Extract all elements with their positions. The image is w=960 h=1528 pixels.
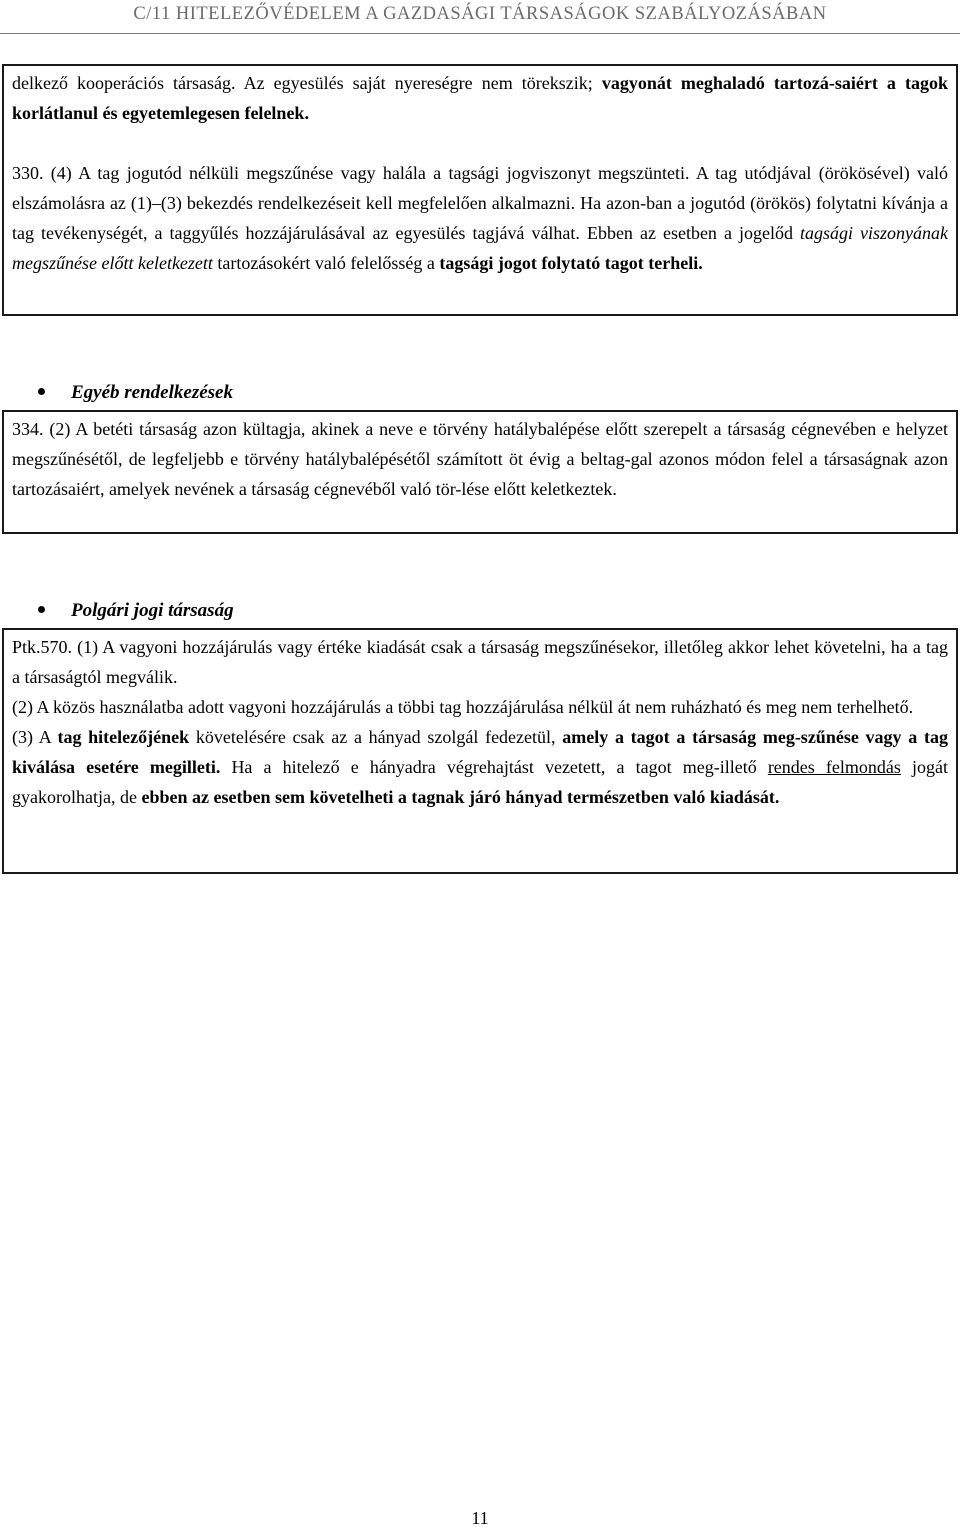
- paragraph-egyesules: [12, 68, 948, 128]
- text-span: jogát gyakorolhatja, de: [12, 757, 948, 807]
- text-span: delkező kooperációs társaság. Az egyesülés saját nyereségre nem törekszik;: [12, 73, 602, 93]
- text-span: 330. (4) A tag jogutód nélküli megszűnése vagy halála a tagsági jogviszonyt megszünteti. A tag utódjával (örökösével) való elszámolásra az (1)–(3) bekezdés rendelkezéseit kell megfelelően alkalmazni. Ha azon-ban a jogutód (örökös) folytatni kívánja a tag tevékenységét, a taggyűlés hozzájárulásával az egyesülés tagjává válhat. Ebben az esetben a jogelőd: [12, 163, 948, 243]
- section-heading-polgari: [38, 599, 234, 623]
- italic-span: tagsági viszonyának megszűnése előtt keletkezett: [12, 223, 948, 273]
- paragraph-ptk570-1: Ptk.570. (1) A vagyoni hozzájárulás vagy értéke kiadását csak a társaság megszűnésekor, illetőleg akkor lehet követelni, ha a tag a társaságtól megválik.: [12, 637, 948, 687]
- text-span: Ha a hitelező e hányadra végrehajtást vezetett, a tagot meg-illető: [220, 757, 768, 777]
- paragraph-ptk570-2: (2) A közös használatba adott vagyoni hozzájárulás a többi tag hozzájárulása nélkül át nem ruházható és meg nem terhelhető.: [12, 697, 914, 717]
- bullet-icon: [38, 388, 45, 395]
- section-heading-egyeb: [38, 381, 233, 405]
- header-divider: [0, 33, 960, 34]
- text-span: tartozásokért való felelősség a: [212, 253, 440, 273]
- bullet-icon: [38, 606, 45, 613]
- bold-span: tag hitelezőjének: [57, 727, 190, 747]
- bold-span: ebben az esetben sem követelheti a tagnak járó hányad természetben való kiadását.: [141, 787, 780, 807]
- running-header: C/11 HITELEZŐVÉDELEM A GAZDASÁGI TÁRSASÁGOK SZABÁLYOZÁSÁBAN: [133, 4, 827, 24]
- underlined-span: rendes felmondás: [767, 757, 901, 777]
- heading-label: Egyéb rendelkezések: [71, 382, 233, 403]
- heading-label: Polgári jogi társaság: [71, 600, 234, 621]
- paragraph-330: [12, 158, 948, 278]
- page-number: 11: [471, 1508, 489, 1528]
- quote-box-ptk570: [2, 628, 958, 874]
- paragraph-ptk570-3: [12, 722, 948, 812]
- bold-span: tagsági jogot folytató tagot terheli.: [439, 253, 703, 273]
- bold-span: amely a tagot a társaság meg-szűnése vagy a tag kiválása esetére megilleti.: [12, 727, 948, 777]
- text-span: követelésére csak az a hányad szolgál fedezetül,: [189, 727, 563, 747]
- bold-span: vagyonát meghaladó tartozá-saiért a tagok korlátlanul és egyetemlegesen felelnek.: [12, 73, 948, 123]
- quote-box-egyesules: [2, 64, 958, 316]
- paragraph-334: 334. (2) A betéti társaság azon kültagja, akinek a neve e törvény hatálybalépése előtt szerepelt a társaság cégnevében e helyzet megszűnésétől, de legfeljebb e törvény hatálybalépésétől számított öt évig a beltag-gal azonos módon felel a társaságnak azon tartozásaiért, amelyek nevének a társaság cégnevéből való tör-lése előtt keletkeztek.: [12, 419, 948, 499]
- quote-box-334: [2, 410, 958, 534]
- text-span: (3) A: [12, 727, 58, 747]
